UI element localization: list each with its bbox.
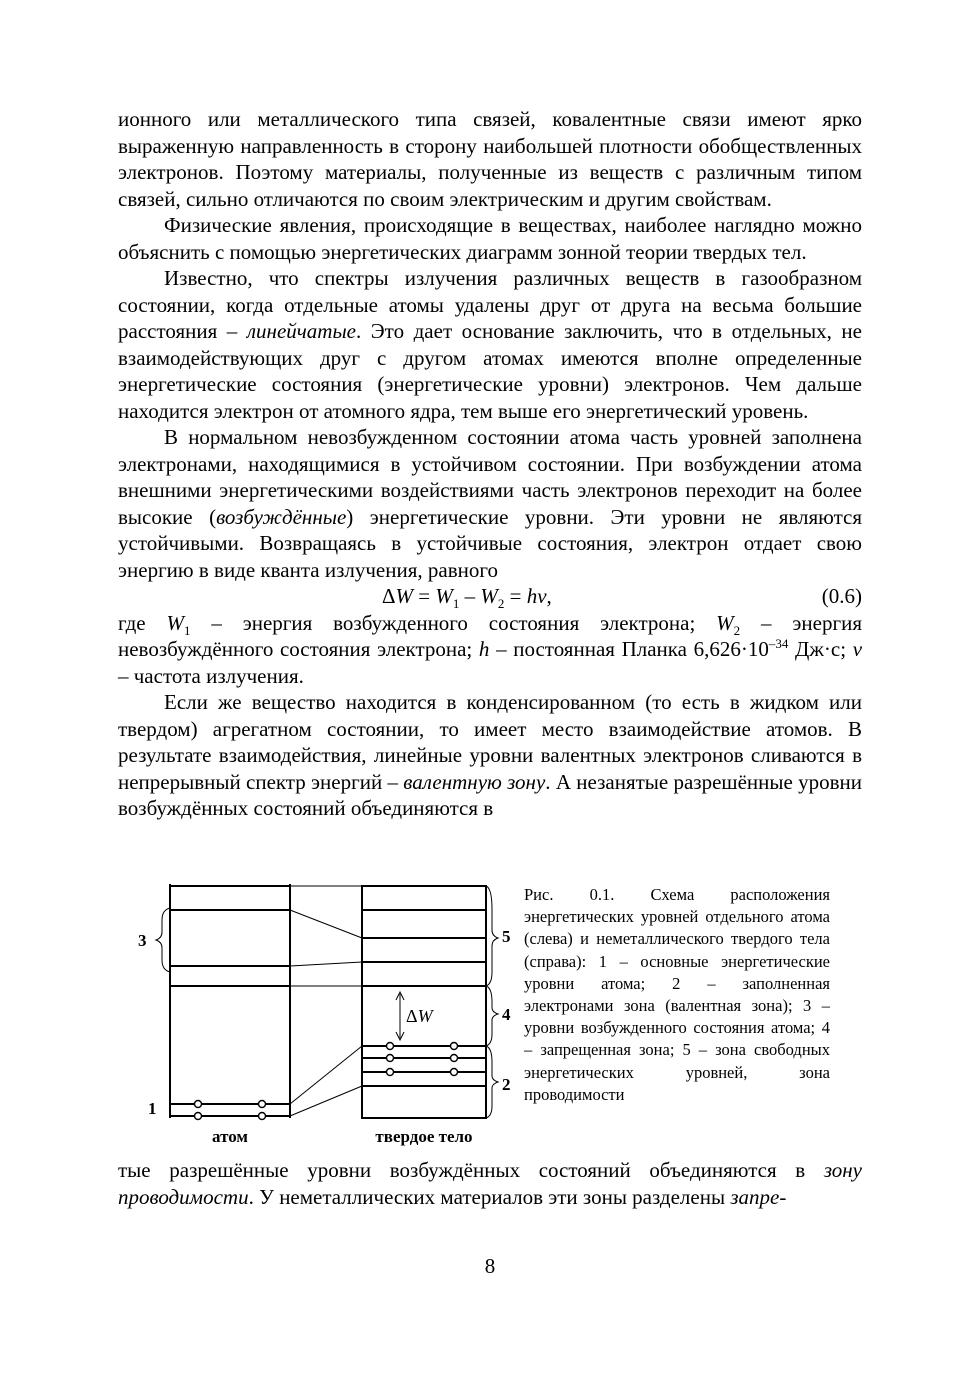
brace-4 (486, 986, 498, 1046)
formula-number: (0.6) (821, 584, 862, 608)
paragraph-3: Известно, что спектры излучения различных веществ в газообразном состоянии, когда отдельные атомы удалены друг от друга на весьма большие расстояния – линейчатые. Это дает основание заключить, что в отдельных, не взаимодействующих друг с другом атомах имеются вполне определенные энергетические состояния (энергетические уровни) электронов. Чем дальше находится электрон от атомного ядра, тем выше его энергетический уровень. (118, 266, 862, 423)
main-text-top (118, 106, 862, 822)
electron-dot (451, 1069, 458, 1076)
energy-band-diagram (118, 880, 518, 1150)
paragraph-5-continued: тые разрешённые уровни возбуждённых состояний объединяются в зону проводимости. У неметаллических материалов эти зоны разделены запре- (118, 1158, 862, 1209)
solid-frame (362, 886, 486, 1118)
label-atom: атом (212, 1127, 248, 1146)
term-excited: возбуждённые (216, 504, 347, 529)
connector-line (290, 962, 362, 966)
electron-dot (259, 1113, 266, 1120)
electron-dot (451, 1043, 458, 1050)
figure-0-1 (118, 880, 862, 1150)
formula-line (118, 583, 862, 610)
electron-dot (259, 1101, 266, 1108)
connector-line (290, 1086, 362, 1116)
electron-dot (387, 1055, 394, 1062)
electron-dot (387, 1069, 394, 1076)
brace-5 (486, 886, 498, 986)
main-text-bottom (118, 1157, 862, 1210)
connector-line (290, 1046, 362, 1104)
paragraph-2: Физические явления, происходящие в веществах, наиболее наглядно можно объяснить с помощью энергетических диаграмм зонной теории твердых тел. (118, 213, 862, 264)
figure-caption: Рис. 0.1. Схема расположения энергетических уровней отдельного атома (слева) и неметаллического твердого тела (справа): 1 – основные энергетические уровни атома; 2 – заполненная электронами зона (валентная зона); 3 – уровни возбужденного состояния атома; 4 – запрещенная зона; 5 – зона свободных энергетических уровней, зона проводимости (524, 885, 830, 1104)
connector-line (290, 910, 362, 938)
paragraph-4: В нормальном невозбужденном состоянии атома часть уровней заполнена электронами, находящимися в устойчивом состоянии. При возбуждении атома внешними энергетическими воздействиями часть электронов переходит на более высокие (возбуждённые) энергетические уровни. Эти уровни не являются устойчивыми. Возвращаясь в устойчивые состояния, электрон отдает свою энергию в виде кванта излучения, равного (118, 425, 862, 582)
term-line-spectra: линейчатые (246, 319, 356, 343)
electron-dot (387, 1043, 394, 1050)
paragraph-1: ионного или металлического типа связей, ковалентные связи имеют ярко выраженную направленность в сторону наибольшей плотности обобществленных электронов. Поэтому материалы, полученные из веществ с различным типом связей, сильно отличаются по своим электрическим и другим свойствам. (118, 107, 862, 211)
label-4: 4 (502, 1005, 511, 1024)
paragraph-5-after-figure: тые разрешённые уровни возбуждённых состояний объединяются в (118, 1158, 824, 1182)
brace-2 (486, 1046, 498, 1118)
label-solid: твердое тело (375, 1127, 473, 1146)
term-valence-band: валентную зону (403, 769, 546, 794)
brace-3 (156, 908, 170, 972)
label-5: 5 (502, 927, 511, 946)
electron-dot (195, 1101, 202, 1108)
electron-dot (451, 1055, 458, 1062)
page-number: 8 (484, 1254, 496, 1278)
label-2: 2 (502, 1075, 511, 1094)
label-1: 1 (148, 1099, 157, 1118)
formula-explanation: где $W_1$ – энергия возбужденного состояния электрона; $W_2$ – энергия невозбуждённого состояния электрона; h – постоянная Планка $6,626\cdot 10^{-34}$ Дж·с; ν – частота излучения. (118, 610, 863, 688)
paragraph-5: Если же вещество находится в конденсированном (то есть в жидком или твердом) агрегатном состоянии, то имеет место взаимодействие атомов. В результате взаимодействия, линейные уровни валентных электронов сливаются в непрерывный спектр энергий – валентную зону. А незанятые разрешённые уровни возбуждённых состояний объединяются в (118, 690, 862, 820)
formula-0-6: $\Delta W = W_1 - W_2 = h\nu$, (382, 584, 552, 612)
delta-w-label: ΔW (406, 1006, 433, 1026)
label-3: 3 (138, 931, 147, 950)
electron-dot (195, 1113, 202, 1120)
